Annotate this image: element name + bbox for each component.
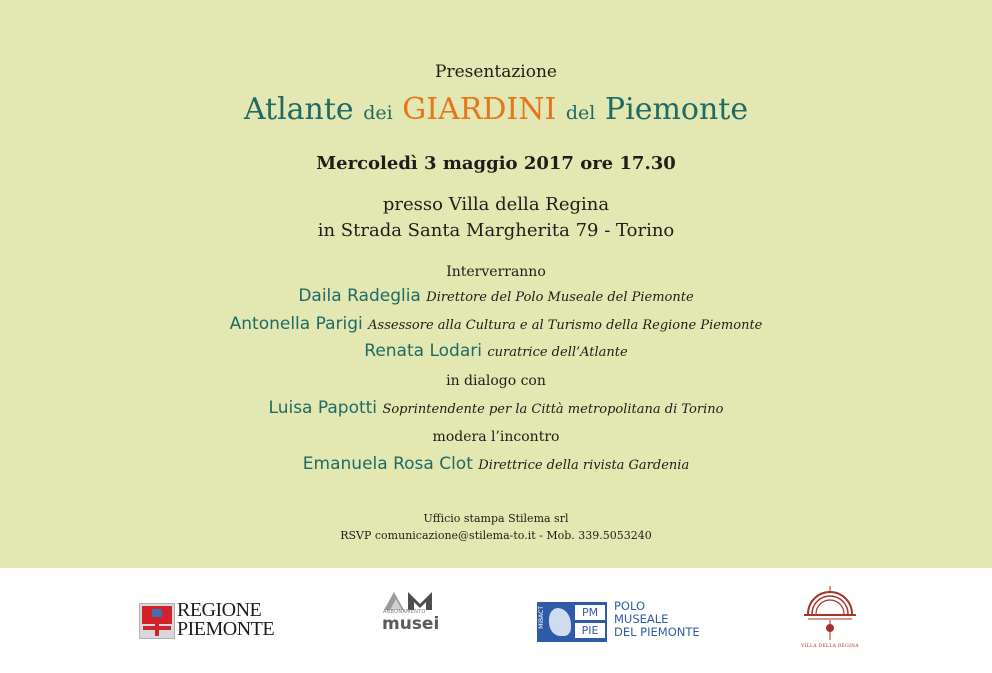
title-piemonte: Piemonte: [604, 92, 749, 127]
speaker-role: Assessore alla Cultura e al Turismo della Regione Piemonte: [368, 318, 763, 333]
rsvp-contact: RSVP comunicazione@stilema-to.it - Mob. 339.5053240: [340, 529, 652, 542]
venue-line-1: presso Villa della Regina: [382, 194, 610, 215]
regione-line-2: PIEMONTE: [177, 618, 275, 640]
polo-line-3: DEL PIEMONTE: [614, 625, 700, 639]
piemonte-map-icon: [549, 608, 571, 636]
interventions-label: Interverranno: [446, 264, 546, 280]
mibact-label: MiBACT: [538, 606, 545, 629]
abbonamento-musei-logo: [380, 590, 440, 640]
musei-subtitle: ABBONAMENTO: [383, 609, 426, 615]
polo-badge: [537, 602, 607, 642]
title-atlante: Atlante: [243, 92, 354, 127]
speaker-name: Luisa Papotti: [268, 398, 378, 418]
speaker-name: Renata Lodari: [364, 341, 482, 361]
regione-logo-text: [177, 601, 274, 639]
regione-piemonte-logo: [139, 599, 275, 641]
title-giardini: GIARDINI: [402, 92, 557, 127]
sponsor-footer: [0, 568, 992, 673]
moderator-row: [0, 454, 992, 474]
speaker-row: [0, 314, 992, 334]
venue-line-2: in Strada Santa Margherita 79 - Torino: [317, 220, 675, 241]
polo-museale-logo: [537, 599, 702, 644]
polo-pie: PIE: [575, 623, 605, 638]
regione-line-1: REGIONE: [177, 599, 262, 621]
villa-della-regina-logo: [798, 584, 862, 654]
villa-arch-icon: [798, 584, 862, 642]
dialogue-speaker-row: [0, 398, 992, 418]
event-date: Mercoledì 3 maggio 2017 ore 17.30: [316, 153, 676, 174]
speaker-name: Emanuela Rosa Clot: [302, 454, 473, 474]
dialogue-label: in dialogo con: [446, 373, 546, 389]
villa-caption: VILLA DELLA REGINA: [801, 644, 859, 649]
speaker-row: [0, 286, 992, 306]
press-office: Ufficio stampa Stilema srl: [423, 512, 569, 525]
speaker-role: Direttore del Polo Museale del Piemonte: [426, 290, 694, 305]
presentation-heading: Presentazione: [435, 62, 557, 82]
polo-logo-text: [614, 600, 700, 639]
musei-wordmark: musei: [382, 614, 440, 634]
polo-pm: PM: [575, 605, 605, 620]
speaker-row: [0, 341, 992, 361]
moderator-label: modera l’incontro: [432, 429, 560, 445]
title-del: del: [565, 102, 596, 124]
polo-line-2: MUSEALE: [614, 612, 669, 626]
polo-line-1: POLO: [614, 599, 646, 613]
speaker-role: Soprintendente per la Città metropolitana di Torino: [382, 402, 724, 417]
speaker-name: Daila Radeglia: [298, 286, 421, 306]
speaker-role: Direttrice della rivista Gardenia: [478, 458, 690, 473]
speaker-name: Antonella Parigi: [229, 314, 363, 334]
regione-shield-icon: [139, 603, 175, 639]
speaker-role: curatrice dell’Atlante: [487, 345, 628, 360]
event-title: [0, 92, 992, 127]
title-dei: dei: [363, 102, 393, 124]
